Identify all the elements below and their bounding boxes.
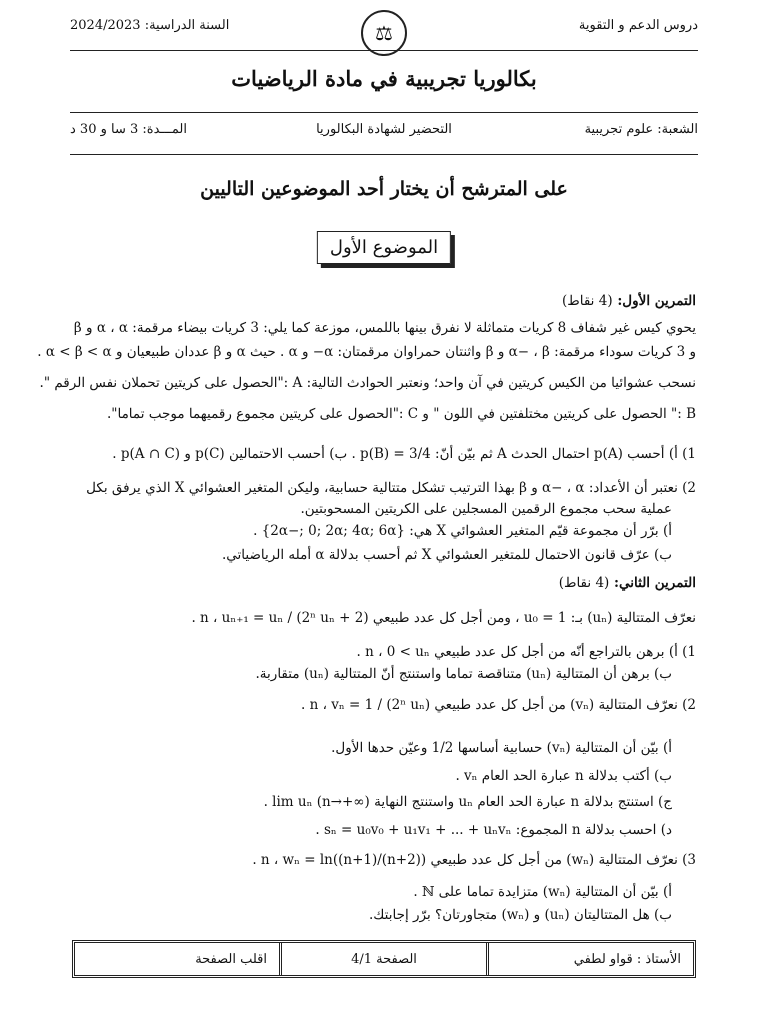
exercise1-line: أ) برّر أن مجموعة قيّم المتغير العشوائي X هي: {2α−; 0; 2α; 4α; 6α} . xyxy=(253,523,672,539)
exercise1-title xyxy=(562,293,696,309)
meta-bottom-divider xyxy=(70,154,698,155)
exercise1-label: التمرين الأول: xyxy=(617,293,696,309)
exercise2-line: نعرّف المتتالية (uₙ) بـ: u₀ = 1 ، ومن أجل كل عدد طبيعي n ، uₙ₊₁ = uₙ / (2ⁿ uₙ + 2) . xyxy=(191,610,696,626)
exercise2-line: ب) هل المتتاليتان (uₙ) و (wₙ) متجاورتان؟ برّر إجابتك. xyxy=(369,907,672,923)
school-logo-icon: ⚖ xyxy=(361,10,407,56)
exercise2-line: 2) نعرّف المتتالية (vₙ) من أجل كل عدد طبيعي n ، vₙ = 1 / (2ⁿ uₙ) . xyxy=(301,697,696,713)
branch-label: الشعبة: علوم تجريبية xyxy=(584,122,698,137)
subject-title-box: الموضوع الأول xyxy=(317,231,451,264)
duration-label: المـــدة: 3 سا و 30 د xyxy=(70,122,187,137)
exam-meta xyxy=(70,122,698,142)
page-footer xyxy=(72,940,696,978)
exercise2-line: ب) برهن أن المتتالية (uₙ) متناقصة تماما واستنتج أنّ المتتالية (uₙ) متقاربة. xyxy=(255,666,672,682)
exercise1-line: B :" الحصول على كريتين مختلفتين في اللون " و C :"الحصول على كريتين مجموع رقميهما موجب تماما". xyxy=(106,406,696,422)
exercise2-line: د) احسب بدلالة n المجموع: sₙ = u₀v₀ + u₁v₁ + ... + uₙvₙ . xyxy=(315,822,672,838)
exercise1-line: 1) أ) أحسب p(A) احتمال الحدث A ثم بيّن أنّ: p(B) = 3/4 . ب) أحسب الاحتمالين p(C) و p(A ∩ C) . xyxy=(112,446,696,462)
exercise1-line: نسحب عشوائيا من الكيس كريتين في آن واحد؛ ونعتبر الحوادث التالية: A :"الحصول على كريتين تحملان نفس الرقم ". xyxy=(39,375,696,391)
exercise2-label: التمرين الثاني: xyxy=(614,575,696,591)
exercise2-line: أ) بيّن أن المتتالية (vₙ) حسابية أساسها 1/2 وعيّن حدها الأول. xyxy=(331,740,672,756)
exercise1-line: و 3 كريات سوداء مرقمة: α− ، β و β واثنتان حمراوان مرقمتان: α− و α . حيث α و β عددان طبيعيان و α < β < α . xyxy=(37,344,696,360)
exercise2-line: ب) أكتب بدلالة n عبارة الحد العام vₙ . xyxy=(455,768,672,784)
exercise2-points: (4 نقاط) xyxy=(558,575,610,591)
footer-page-number: الصفحة 4/1 xyxy=(282,943,489,975)
exercise2-title xyxy=(559,575,696,591)
exercise2-line: ج) استنتج بدلالة n عبارة الحد العام uₙ واستنتج النهاية lim uₙ (n→+∞) . xyxy=(263,794,672,810)
page-header xyxy=(70,10,698,46)
exercise2-line: 3) نعرّف المتتالية (wₙ) من أجل كل عدد طبيعي n ، wₙ = ln((n+1)/(n+2)) . xyxy=(252,852,696,868)
header-course-label: دروس الدعم و التقوية xyxy=(578,18,698,33)
exercise2-line: أ) بيّن أن المتتالية (wₙ) متزايدة تماما على ℕ . xyxy=(413,884,672,900)
exercise1-line: ب) عرّف قانون الاحتمال للمتغير العشوائي X ثم أحسب بدلالة α أمله الرياضياتي. xyxy=(221,547,672,563)
purpose-label: التحضير لشهادة البكالوريا xyxy=(316,122,452,137)
exercise1-line: يحوي كيس غير شفاف 8 كريات متماثلة لا نفرق بينها باللمس، موزعة كما يلي: 3 كريات بيضاء مرقمة: α ، α و β xyxy=(73,320,696,336)
header-divider xyxy=(70,50,698,51)
exercise1-line: عملية سحب مجموع الرقمين المسجلين على الكريتين المسحوبتين. xyxy=(300,501,672,517)
meta-top-divider xyxy=(70,112,698,113)
footer-turn-page: اقلب الصفحة xyxy=(75,943,282,975)
header-school-year: السنة الدراسية: 2024/2023 xyxy=(70,18,230,33)
footer-teacher: الأستاذ : قواو لطفي xyxy=(573,951,681,967)
exam-title: بكالوريا تجريبية في مادة الرياضيات xyxy=(231,66,537,91)
exercise1-points: (4 نقاط) xyxy=(561,293,613,309)
exercise1-line: 2) نعتبر أن الأعداد: α− ، α و β بهذا الترتيب تشكل متتالية حسابية، وليكن المتغير العشوائي X الذي يرفق بكل xyxy=(86,480,696,496)
instruction-text: على المترشح أن يختار أحد الموضوعين التاليين xyxy=(200,178,568,200)
exercise2-line: 1) أ) برهن بالتراجع أنّه من أجل كل عدد طبيعي n ، 0 < uₙ . xyxy=(356,644,696,660)
